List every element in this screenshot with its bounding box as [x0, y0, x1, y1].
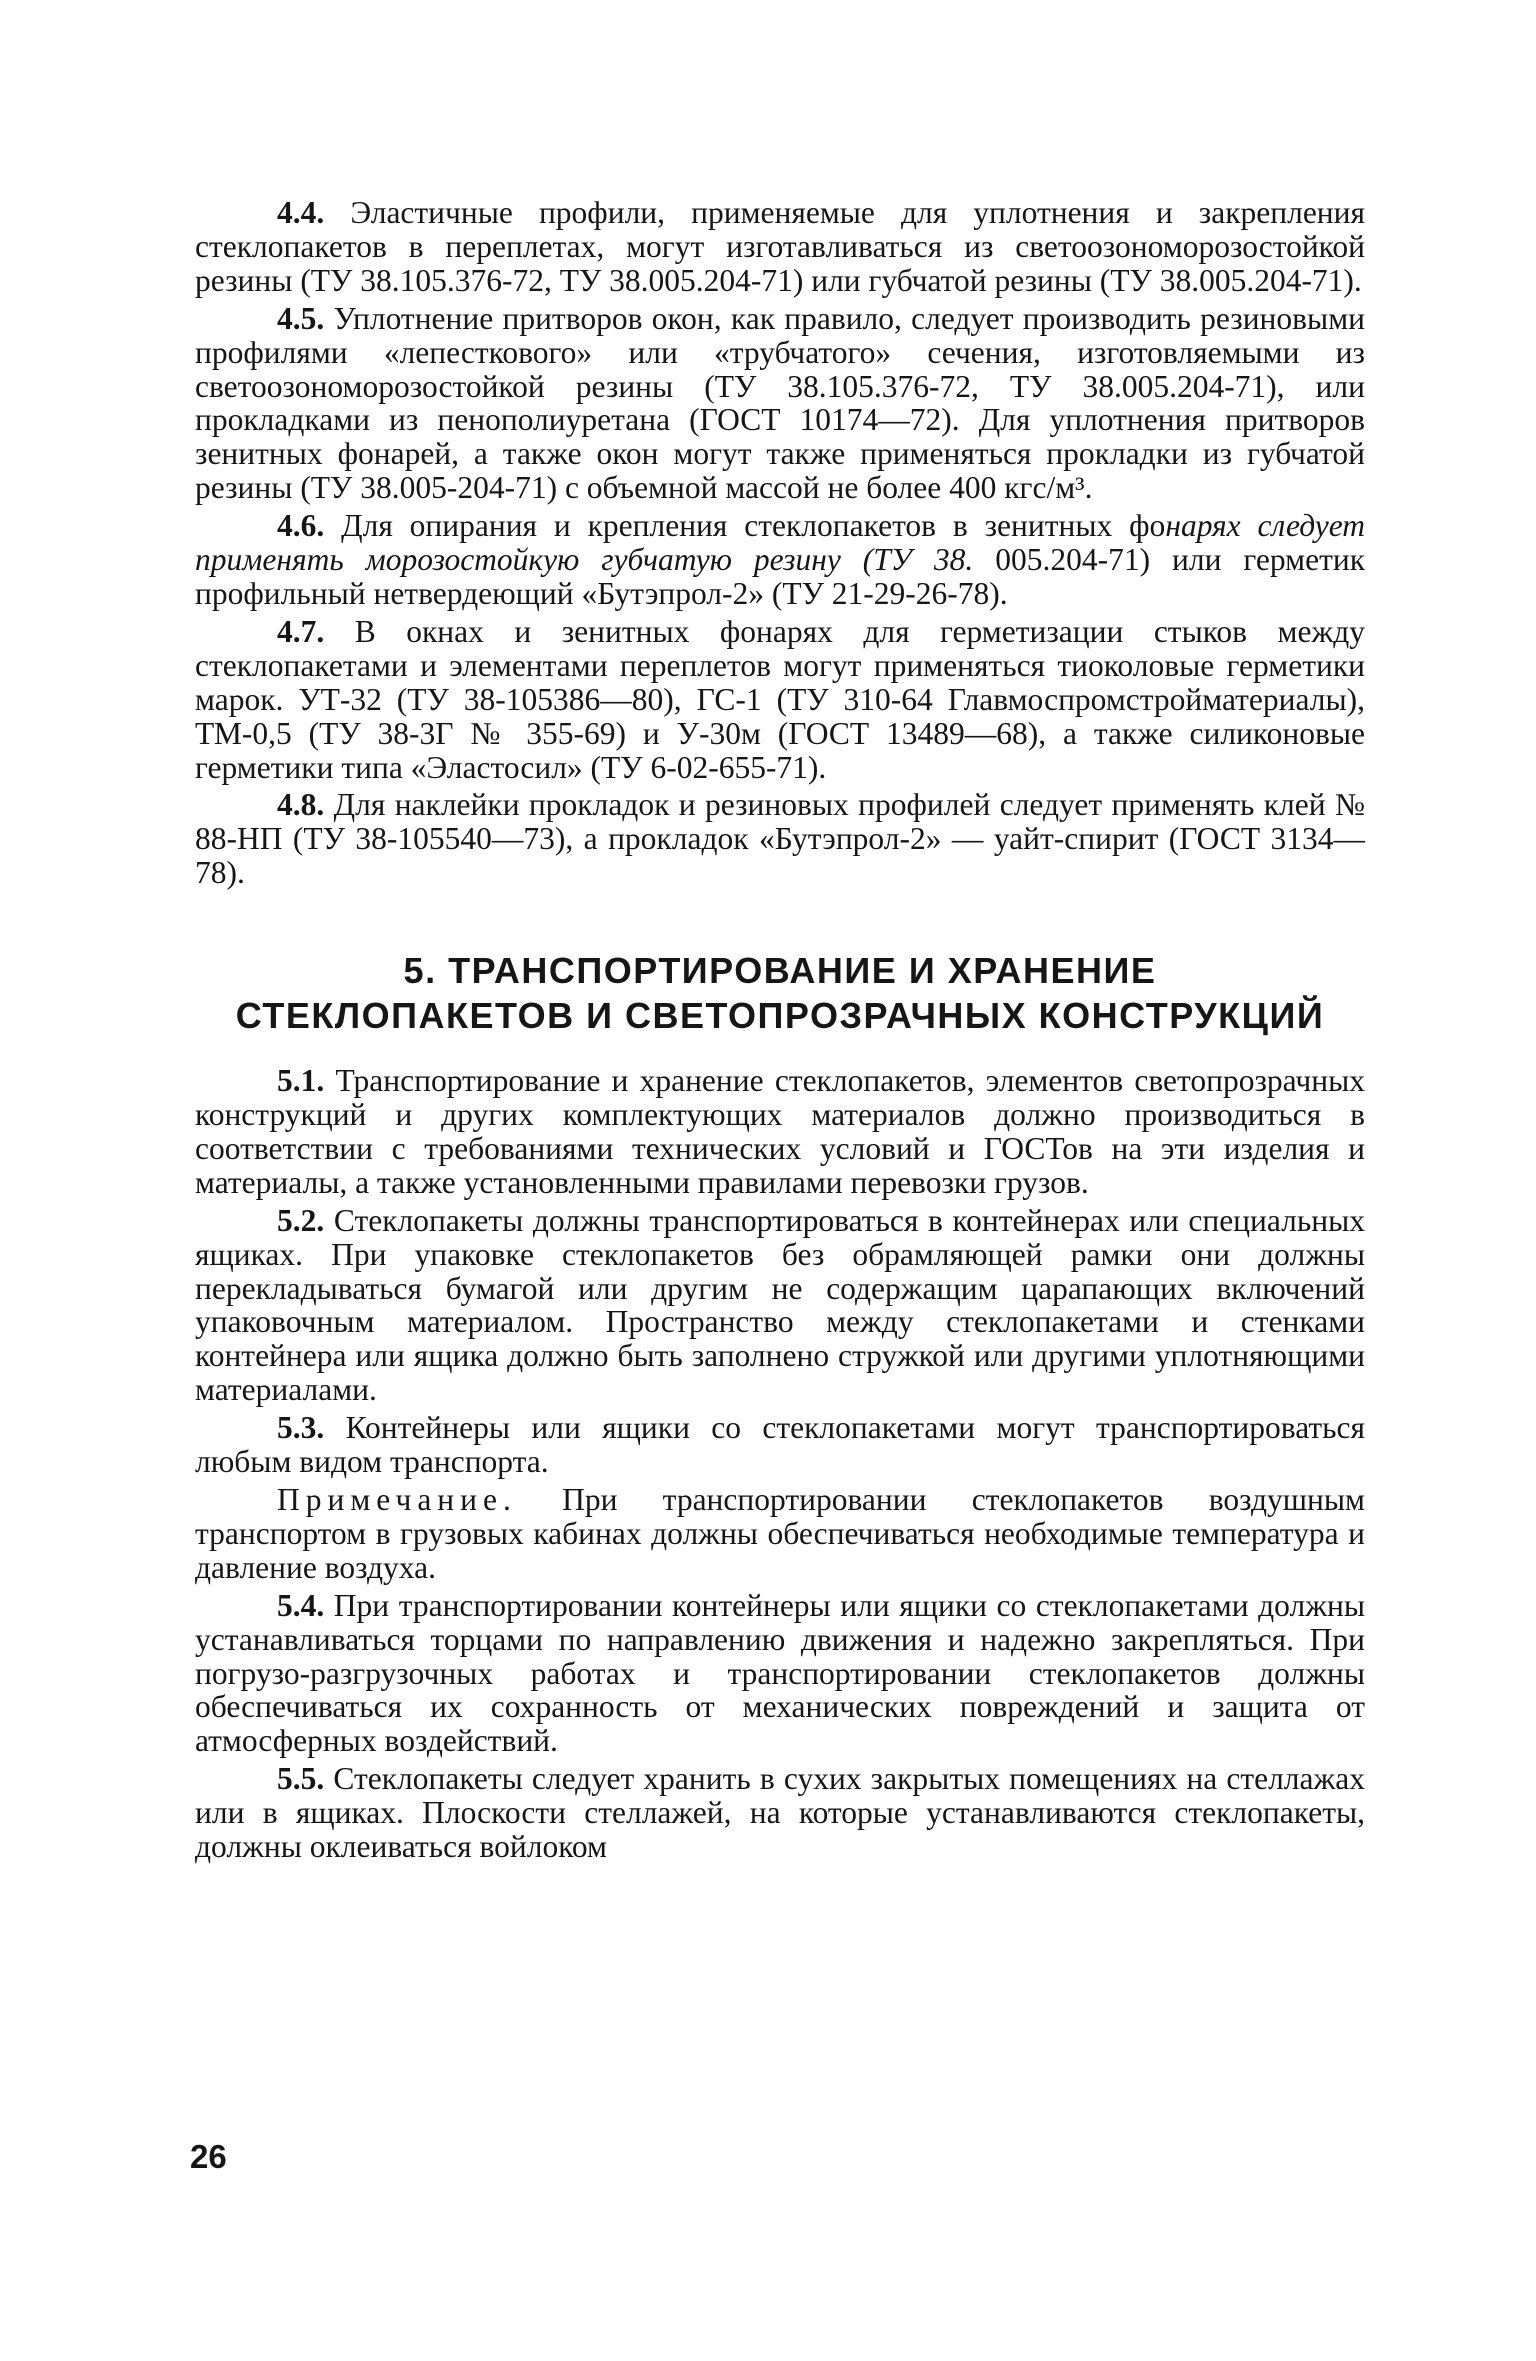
paragraph-5-5 — [195, 1762, 1365, 1864]
section-heading-line-2: СТЕКЛОПАКЕТОВ И СВЕТОПРОЗРАЧНЫХ КОНСТРУКЦИЙ — [235, 995, 1325, 1037]
paragraph-text: Для наклейки прокладок и резиновых профилей следует применять клей № 88-НП (ТУ 38-105540—73), а прокладок «Бутэпрол-2» — уайт-спирит (ГОСТ 3134—78). — [195, 787, 1365, 891]
page-number: 26 — [190, 2138, 227, 2175]
paragraph-number: 5.2. — [277, 1202, 325, 1238]
paragraph-5-4 — [195, 1589, 1365, 1759]
paragraph-number: 5.5. — [277, 1761, 325, 1797]
paragraph-number: 4.7. — [277, 613, 325, 649]
paragraph-number: 4.4. — [277, 195, 325, 230]
paragraph-4-8 — [195, 788, 1365, 890]
note-text: При транспортировании стеклопакетов воздушным транспортом в грузовых кабинах должны обеспечиваться необходимые температура и давление воздуха. — [195, 1482, 1365, 1585]
paragraph-text: При транспортировании контейнеры или ящики со стеклопакетами должны устанавливаться торцами по направлению движения и надежно закрепляться. При погрузо-разгрузочных работах и транспортировании стеклопакетов должны обеспечиваться их сохранность от механических повреждений и защита от атмосферных воздействий. — [195, 1587, 1365, 1759]
paragraph-text: Уплотнение притворов окон, как правило, следует производить резиновыми профилями «лепесткового» или «трубчатого» сечения, изготовляемыми из светоозономорозостойкой резины (ТУ 38.105.376-72, ТУ 38.005.204-71), или прокладками из пенополиуретана (ГОСТ 10174—72). Для уплотнения притворов зенитных фонарей, а также окон могут также применяться прокладки из губчатой резины (ТУ 38.005-204-71) с объемной массой не более 400 кгс/м³. — [195, 300, 1365, 506]
paragraph-text: Эластичные профили, применяемые для уплотнения и закрепления стеклопакетов в переплетах, могут изготавливаться из светоозономорозостойкой резины (ТУ 38.105.376-72, ТУ 38.005.204-71) или губчатой резины (ТУ 38.005.204-71). — [195, 195, 1366, 298]
paragraph-number: 5.4. — [277, 1587, 325, 1623]
note-label: Примечание. — [277, 1482, 517, 1517]
paragraph-4-5 — [195, 302, 1365, 505]
paragraph-5-1 — [195, 1064, 1365, 1200]
paragraph-text-end: 005.204-71) или герметик профильный нетвердеющий «Бутэпрол-2» (ТУ 21-29-26-78). — [195, 542, 1366, 611]
document-page — [195, 196, 1365, 1868]
paragraph-text-italic: нарях следует применять морозостойкую губчатую резину (ТУ 38. — [195, 508, 1366, 578]
section-heading-line-1: 5. ТРАНСПОРТИРОВАНИЕ И ХРАНЕНИЕ — [403, 950, 1157, 992]
paragraph-text: Стеклопакеты следует хранить в сухих закрытых помещениях на стеллажах или в ящиках. Плоскости стеллажей, на которые устанавливаются стеклопакеты, должны оклеиваться войлоком — [195, 1761, 1365, 1865]
paragraph-number: 5.1. — [277, 1063, 325, 1099]
paragraph-number: 4.6. — [277, 508, 325, 544]
paragraph-text: Стеклопакеты должны транспортироваться в контейнерах или специальных ящиках. При упаковке стеклопакетов без обрамляющей рамки они должны перекладываться бумагой или другим не содержащим царапающих включений упаковочным материалом. Пространство между стеклопакетами и стенками контейнера или ящика должно быть заполнено стружкой или другими уплотняющими материалами. — [195, 1202, 1365, 1408]
paragraph-number: 4.8. — [277, 787, 325, 823]
paragraph-text: Контейнеры или ящики со стеклопакетами могут транспортироваться любым видом транспорта. — [195, 1410, 1365, 1480]
paragraph-4-4 — [195, 196, 1365, 298]
note-paragraph — [195, 1483, 1365, 1585]
paragraph-text: Транспортирование и хранение стеклопакетов, элементов светопрозрачных конструкций и других комплектующих материалов должно производиться в соответствии с требованиями технических условий и ГОСТов на эти изделия и материалы, а также установленными правилами перевозки грузов. — [195, 1063, 1365, 1200]
paragraph-number: 4.5. — [277, 300, 325, 336]
paragraph-4-6 — [195, 509, 1365, 611]
paragraph-5-3 — [195, 1411, 1365, 1479]
paragraph-text-start: Для опирания и крепления стеклопакетов в зенитных фо — [341, 508, 1166, 544]
paragraph-5-2 — [195, 1204, 1365, 1407]
paragraph-text: В окнах и зенитных фонарях для герметизации стыков между стеклопакетами и элементами переплетов могут применяться тиоколовые герметики марок. УТ-32 (ТУ 38-105386—80), ГС-1 (ТУ 310-64 Главмоспромстройматериалы), ТМ-0,5 (ТУ 38-3Г № 355-69) и У-30м (ГОСТ 13489—68), а также силиконовые герметики типа «Эластосил» (ТУ 6-02-655-71). — [195, 613, 1365, 785]
paragraph-number: 5.3. — [277, 1410, 325, 1446]
paragraph-4-7 — [195, 615, 1365, 785]
section-heading — [195, 948, 1365, 1038]
